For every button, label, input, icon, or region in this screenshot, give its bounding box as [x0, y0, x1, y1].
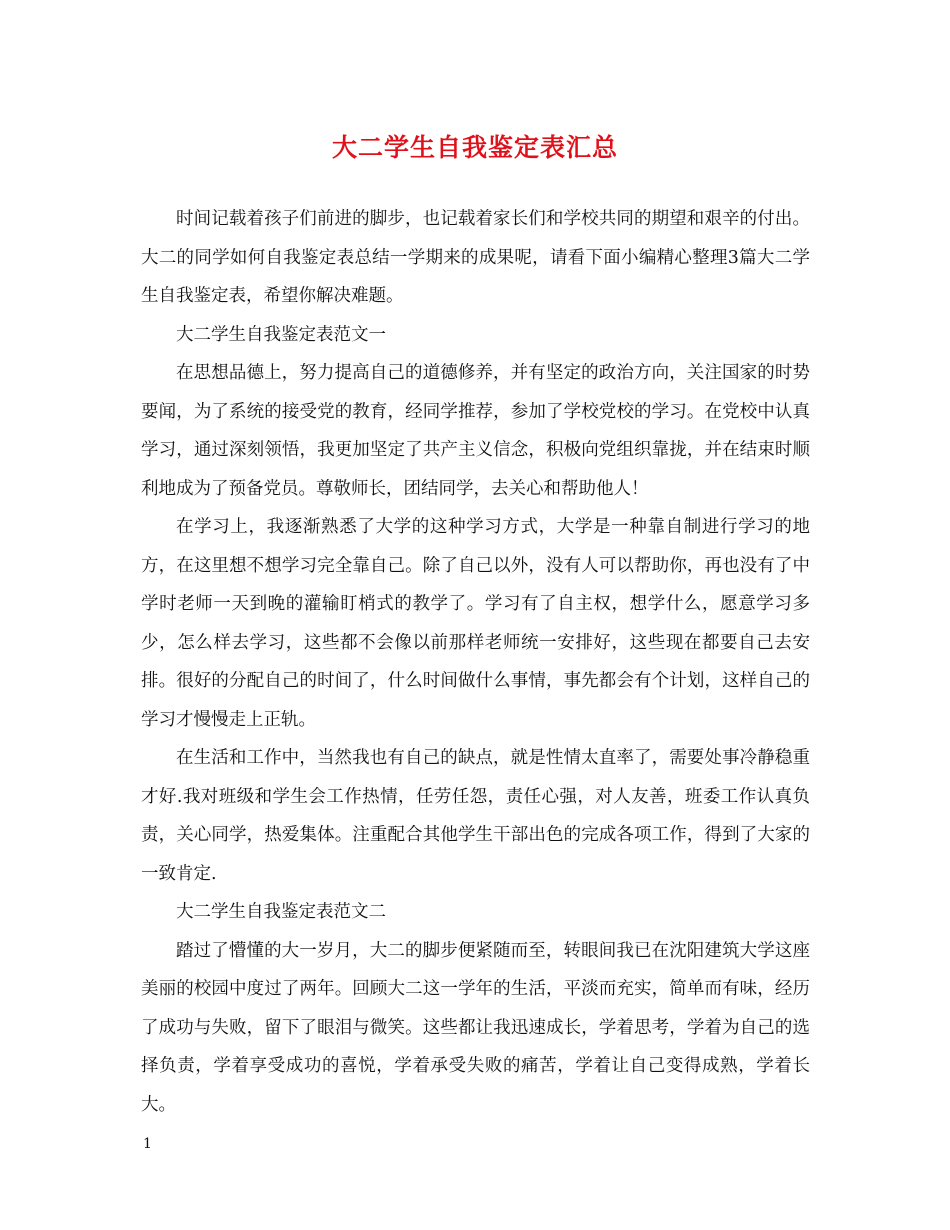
intro-paragraph: 时间记载着孩子们前进的脚步，也记载着家长们和学校共同的期望和艰辛的付出。大二的同学如何自我鉴定表总结一学期来的成果呢，请看下面小编精心整理3篇大二学生自我鉴定表，希望你解决难题。 [141, 209, 810, 306]
page-title: 大二学生自我鉴定表汇总 [331, 133, 618, 162]
section-heading-2: 大二学生自我鉴定表范文二 [176, 902, 386, 922]
document-body [141, 200, 810, 1124]
page-number: 1 [143, 1136, 152, 1152]
section-heading-1: 大二学生自我鉴定表范文一 [176, 324, 386, 345]
body-paragraph: 踏过了懵懂的大一岁月，大二的脚步便紧随而至，转眼间我已在沈阳建筑大学这座美丽的校园中度过了两年。回顾大二这一学年的生活，平淡而充实，简单而有味，经历了成功与失败，留下了眼泪与微笑。这些都让我迅速成长，学着思考，学着为自己的选择负责，学着享受成功的喜悦，学着承受失败的痛苦，学着让自己变得成熟，学着长大。 [141, 940, 810, 1115]
body-paragraph: 在思想品德上，努力提高自己的道德修养，并有坚定的政治方向，关注国家的时势要闻，为了系统的接受党的教育，经同学推荐，参加了学校党校的学习。在党校中认真学习，通过深刻领悟，我更加坚定了共产主义信念，积极向党组织靠拢，并在结束时顺利地成为了预备党员。尊敬师长，团结同学，去关心和帮助他人！ [141, 363, 810, 499]
body-paragraph: 在生活和工作中，当然我也有自己的缺点，就是性情太直率了，需要处事冷静稳重才好.我对班级和学生会工作热情，任劳任怨，责任心强，对人友善，班委工作认真负责，关心同学，热爱集体。注重配合其他学生干部出色的完成各项工作，得到了大家的一致肯定. [141, 748, 810, 884]
body-paragraph: 在学习上，我逐渐熟悉了大学的这种学习方式，大学是一种靠自制进行学习的地方，在这里想不想学习完全靠自己。除了自己以外，没有人可以帮助你，再也没有了中学时老师一天到晚的灌输盯梢式的教学了。学习有了自主权，想学什么，愿意学习多少，怎么样去学习，这些都不会像以前那样老师统一安排好，这些现在都要自己去安排。很好的分配自己的时间了，什么时间做什么事情，事先都会有个计划，这样自己的学习才慢慢走上正轨。 [141, 517, 810, 730]
